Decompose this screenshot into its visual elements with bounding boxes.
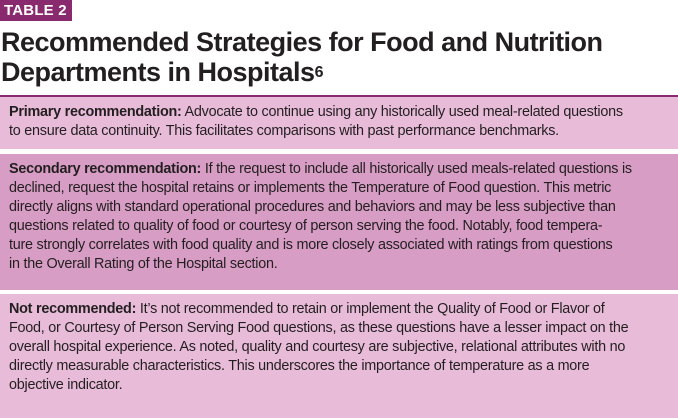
panel-text-line: objective indicator. bbox=[9, 377, 123, 393]
secondary-recommendation-panel bbox=[0, 154, 678, 290]
primary-recommendation-panel bbox=[0, 97, 678, 149]
panel-text-line: directly aligns with standard operational procedures and behaviors and may be less subjective than bbox=[9, 199, 616, 215]
panel-text-line: Not recommended: It’s not recommended to retain or implement the Quality of Food or Flavor of bbox=[9, 301, 605, 317]
page-title bbox=[1, 27, 677, 92]
table-label: TABLE 2 bbox=[0, 0, 72, 21]
panel-text-line: declined, request the hospital retains or implements the Temperature of Food question. This metric bbox=[9, 180, 612, 196]
panel-text-line: questions related to quality of food or courtesy of person serving the food. Notably, food tempera- bbox=[9, 218, 603, 234]
panel-text-line: Primary recommendation: Advocate to continue using any historically used meal-related questions bbox=[9, 104, 623, 120]
panel-text-line: ture strongly correlates with food quality and is more closely associated with ratings from questions bbox=[9, 237, 613, 253]
panel-text-line: Secondary recommendation: If the request to include all historically used meals-related questions is bbox=[9, 161, 632, 177]
title-line-1: Recommended Strategies for Food and Nutrition bbox=[1, 27, 603, 57]
panel-text-line: Food, or Courtesy of Person Serving Food questions, as these questions have a lesser impact on the bbox=[9, 320, 629, 336]
panel-lead: Secondary recommendation: bbox=[9, 161, 202, 177]
citation-superscript: 6 bbox=[314, 64, 323, 81]
panel-lead: Primary recommendation: bbox=[9, 104, 182, 120]
title-line-2: Departments in Hospitals bbox=[1, 57, 315, 87]
panel-text-line: overall hospital experience. As noted, quality and courtesy are subjective, relational attributes with no bbox=[9, 339, 626, 355]
panel-text-line: to ensure data continuity. This facilitates comparisons with past performance benchmarks. bbox=[9, 123, 559, 139]
panel-lead: Not recommended: bbox=[9, 301, 137, 317]
panel-text-line: in the Overall Rating of the Hospital section. bbox=[9, 256, 278, 272]
panel-text-line: directly measurable characteristics. This underscores the importance of temperature as a more bbox=[9, 358, 590, 374]
not-recommended-panel bbox=[0, 294, 678, 418]
